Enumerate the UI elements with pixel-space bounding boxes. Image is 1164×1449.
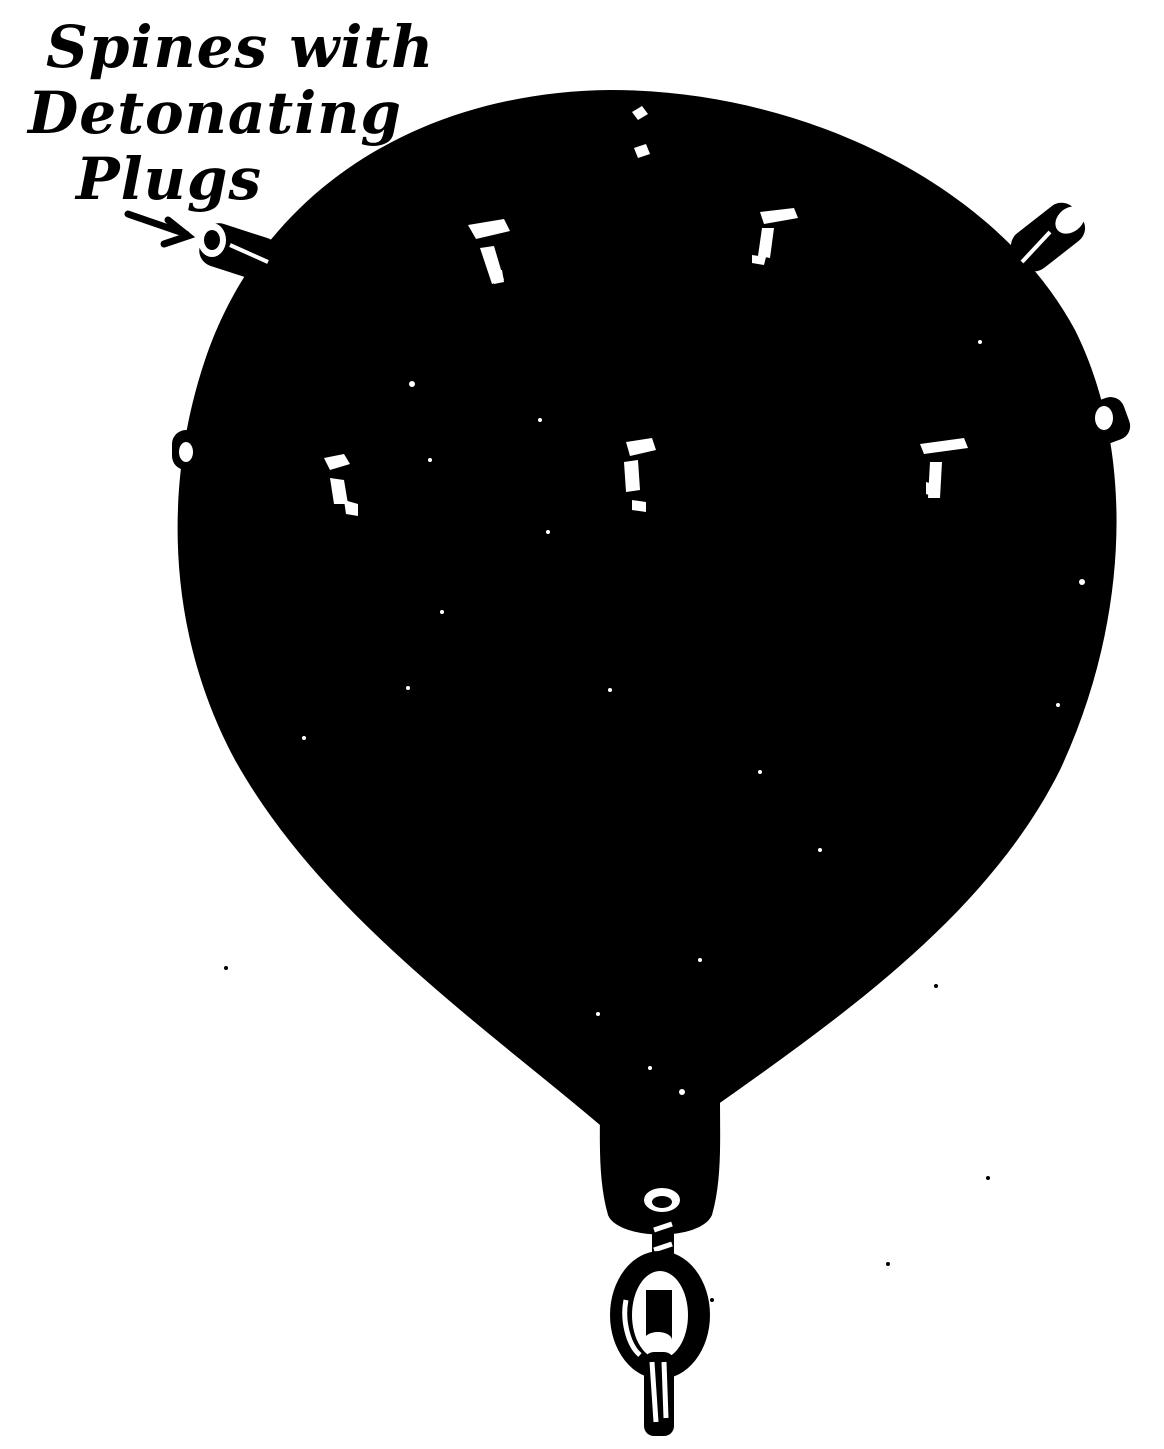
mine-body [178, 90, 1117, 1160]
annotation-line-3: Plugs [76, 145, 263, 213]
annotation-line-2: Detonating [28, 79, 402, 147]
spine-left [172, 430, 212, 470]
mine-shackle [644, 1188, 680, 1212]
pointer-arrow [128, 214, 188, 244]
spine-top-left [195, 219, 283, 285]
annotation-line-1: Spines with [46, 13, 435, 81]
anchor-chain [610, 1212, 710, 1436]
